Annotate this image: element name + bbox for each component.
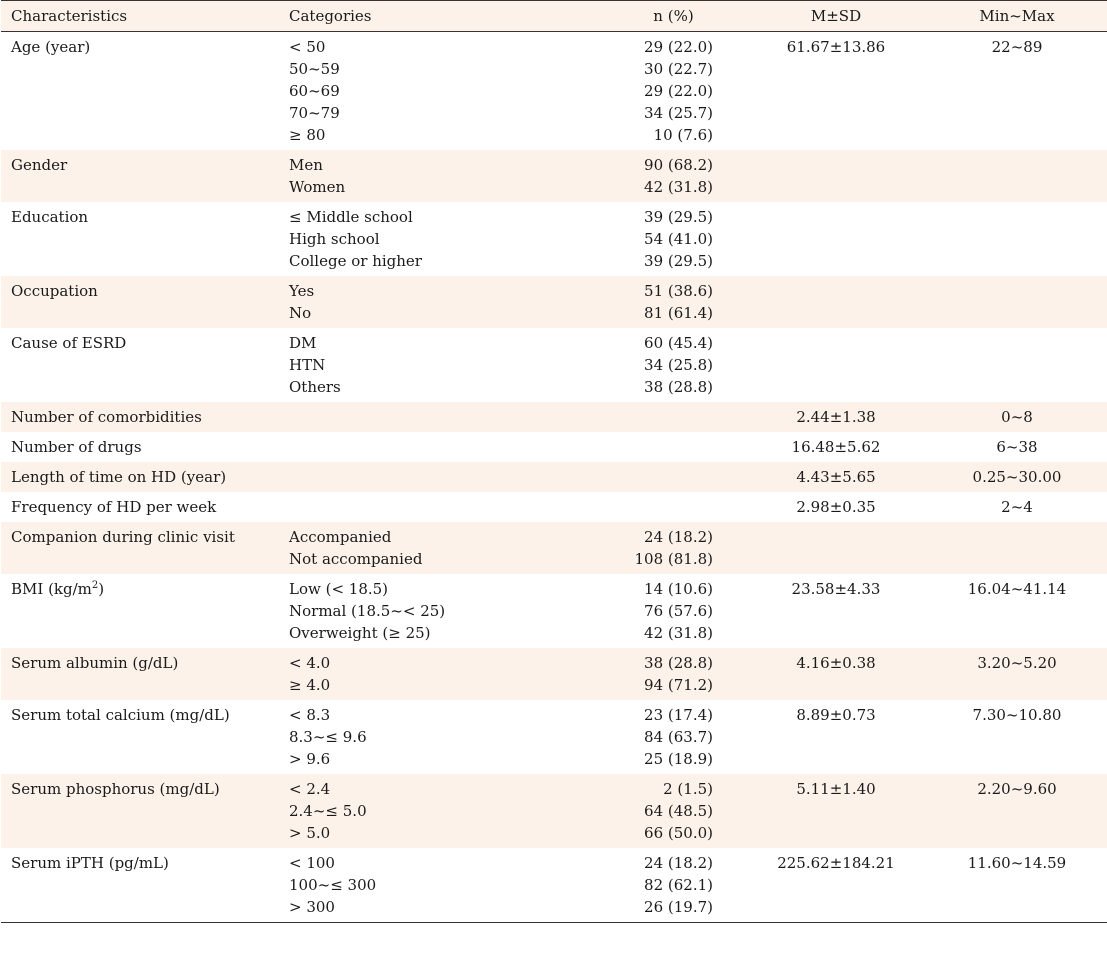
mean-sd-cell: 8.89±0.73 (796, 706, 876, 724)
table-row (1, 774, 1107, 848)
category-item: < 50 (289, 38, 326, 56)
categories-cell (279, 402, 502, 432)
category-item: Overweight (≥ 25) (289, 624, 431, 642)
n-percent-value: 10 (7.6) (653, 126, 713, 144)
min-max-cell: 22~89 (991, 38, 1043, 56)
n-percent-value: 64 (48.5) (644, 802, 713, 820)
characteristic-label: Number of comorbidities (11, 408, 202, 426)
n-percent-value: 14 (10.6) (644, 580, 713, 598)
min-max-cell: 7.30~10.80 (972, 706, 1062, 724)
min-max-cell: 0~8 (1001, 408, 1033, 426)
category-item: > 9.6 (289, 750, 331, 768)
characteristic-label: Companion during clinic visit (11, 528, 235, 546)
n-percent-value: 34 (25.8) (644, 356, 713, 374)
min-max-cell: 2~4 (1001, 498, 1033, 516)
characteristic-label: Length of time on HD (year) (11, 468, 227, 486)
category-item: 8.3~≤ 9.6 (289, 728, 367, 746)
categories-cell (279, 32, 502, 151)
n-percent-value: 42 (31.8) (644, 624, 713, 642)
category-item: Normal (18.5~< 25) (289, 602, 446, 620)
characteristic-cell (1, 462, 279, 492)
category-item: 2.4~≤ 5.0 (289, 802, 367, 820)
n-percent-cell (502, 432, 745, 462)
table-row (1, 32, 1107, 151)
categories-cell (279, 700, 502, 774)
mean-sd-cell (745, 150, 927, 202)
table-row (1, 700, 1107, 774)
n-percent-value: 108 (81.8) (634, 550, 713, 568)
category-item: Not accompanied (289, 550, 423, 568)
characteristic-cell (1, 774, 279, 848)
table-row (1, 848, 1107, 923)
n-percent-cell (502, 648, 745, 700)
n-percent-value: 90 (68.2) (644, 156, 713, 174)
characteristic-cell (1, 32, 279, 151)
table-header-row (1, 1, 1107, 32)
characteristic-cell (1, 432, 279, 462)
categories-cell (279, 774, 502, 848)
characteristic-label: Gender (11, 156, 68, 174)
n-percent-value: 24 (18.2) (644, 854, 713, 872)
characteristic-cell (1, 202, 279, 276)
mean-sd-cell: 4.16±0.38 (796, 654, 876, 672)
n-percent-value: 76 (57.6) (644, 602, 713, 620)
n-percent-cell (502, 522, 745, 574)
n-percent-value: 82 (62.1) (644, 876, 713, 894)
table-body (1, 32, 1107, 923)
label-suffix: ) (98, 580, 105, 598)
characteristic-label: Frequency of HD per week (11, 498, 217, 516)
n-percent-value: 81 (61.4) (644, 304, 713, 322)
n-percent-value: 51 (38.6) (644, 282, 713, 300)
category-item: Others (289, 378, 341, 396)
characteristic-label: Serum total calcium (mg/dL) (11, 706, 230, 724)
characteristic-label: Education (11, 208, 89, 226)
category-item: DM (289, 334, 317, 352)
table-row (1, 202, 1107, 276)
n-percent-cell (502, 774, 745, 848)
characteristic-label: Number of drugs (11, 438, 142, 456)
n-percent-cell (502, 492, 745, 522)
n-percent-value: 94 (71.2) (644, 676, 713, 694)
mean-sd-cell: 4.43±5.65 (796, 468, 876, 486)
category-item: Women (289, 178, 346, 196)
categories-cell (279, 492, 502, 522)
characteristic-label: Serum phosphorus (mg/dL) (11, 780, 220, 798)
n-percent-cell (502, 202, 745, 276)
categories-cell (279, 432, 502, 462)
min-max-cell (927, 276, 1107, 328)
n-percent-cell (502, 328, 745, 402)
category-item: 70~79 (289, 104, 340, 122)
categories-cell (279, 462, 502, 492)
n-percent-cell (502, 32, 745, 151)
category-item: 100~≤ 300 (289, 876, 377, 894)
characteristic-cell (1, 276, 279, 328)
n-percent-cell (502, 402, 745, 432)
n-percent-cell (502, 150, 745, 202)
category-item: Yes (289, 282, 315, 300)
n-percent-value: 26 (19.7) (644, 898, 713, 916)
n-percent-cell (502, 574, 745, 648)
min-max-cell (927, 150, 1107, 202)
characteristic-cell (1, 522, 279, 574)
n-percent-cell (502, 700, 745, 774)
characteristic-cell (1, 574, 279, 648)
header-categories: Categories (279, 1, 502, 32)
mean-sd-cell: 2.44±1.38 (796, 408, 876, 426)
table-row (1, 492, 1107, 522)
header-mean-sd: M±SD (745, 1, 927, 32)
category-item: < 100 (289, 854, 335, 872)
n-percent-cell (502, 462, 745, 492)
n-percent-value: 60 (45.4) (644, 334, 713, 352)
table-row (1, 402, 1107, 432)
min-max-cell: 0.25~30.00 (972, 468, 1062, 486)
n-percent-value: 84 (63.7) (644, 728, 713, 746)
characteristic-label: Cause of ESRD (11, 334, 127, 352)
table-row (1, 328, 1107, 402)
category-item: No (289, 304, 312, 322)
categories-cell (279, 574, 502, 648)
table-row (1, 648, 1107, 700)
characteristic-cell (1, 492, 279, 522)
header-n-percent: n (%) (502, 1, 745, 32)
header-min-max: Min~Max (927, 1, 1107, 32)
characteristic-cell (1, 328, 279, 402)
characteristic-cell (1, 150, 279, 202)
category-item: Men (289, 156, 323, 174)
n-percent-value: 34 (25.7) (644, 104, 713, 122)
label-superscript: 2 (91, 580, 99, 591)
n-percent-value: 38 (28.8) (644, 378, 713, 396)
table-row (1, 276, 1107, 328)
n-percent-value: 23 (17.4) (644, 706, 713, 724)
category-item: < 4.0 (289, 654, 331, 672)
characteristic-cell (1, 848, 279, 923)
category-item: > 5.0 (289, 824, 331, 842)
categories-cell (279, 202, 502, 276)
category-item: High school (289, 230, 380, 248)
mean-sd-cell: 61.67±13.86 (786, 38, 886, 56)
categories-cell (279, 328, 502, 402)
min-max-cell: 3.20~5.20 (977, 654, 1057, 672)
min-max-cell: 6~38 (996, 438, 1038, 456)
mean-sd-cell: 225.62±184.21 (745, 848, 927, 923)
n-percent-value: 30 (22.7) (644, 60, 713, 78)
categories-cell (279, 648, 502, 700)
mean-sd-cell: 5.11±1.40 (796, 780, 876, 798)
categories-cell (279, 522, 502, 574)
min-max-cell: 16.04~41.14 (967, 580, 1067, 598)
table-row (1, 574, 1107, 648)
table-row (1, 432, 1107, 462)
header-characteristics: Characteristics (1, 1, 279, 32)
categories-cell (279, 150, 502, 202)
n-percent-value: 29 (22.0) (644, 82, 713, 100)
min-max-cell (927, 328, 1107, 402)
n-percent-value: 39 (29.5) (644, 252, 713, 270)
categories-cell (279, 276, 502, 328)
category-item: 60~69 (289, 82, 340, 100)
category-item: Accompanied (289, 528, 392, 546)
table-row (1, 462, 1107, 492)
category-item: ≤ Middle school (289, 208, 413, 226)
characteristic-cell (1, 700, 279, 774)
mean-sd-cell: 2.98±0.35 (796, 498, 876, 516)
category-item: HTN (289, 356, 326, 374)
mean-sd-cell (745, 522, 927, 574)
n-percent-value: 66 (50.0) (644, 824, 713, 842)
category-item: Low (< 18.5) (289, 580, 389, 598)
n-percent-value: 29 (22.0) (644, 38, 713, 56)
n-percent-value: 24 (18.2) (644, 528, 713, 546)
min-max-cell: 11.60~14.59 (927, 848, 1107, 923)
characteristic-label: Serum iPTH (pg/mL) (11, 854, 169, 872)
n-percent-value: 54 (41.0) (644, 230, 713, 248)
characteristic-label: Serum albumin (g/dL) (11, 654, 179, 672)
n-percent-cell (502, 848, 745, 923)
n-percent-value: 38 (28.8) (644, 654, 713, 672)
characteristic-label: Occupation (11, 282, 98, 300)
n-percent-value: 42 (31.8) (644, 178, 713, 196)
characteristic-label: Age (year) (11, 38, 91, 56)
characteristic-label: BMI (kg/m (11, 580, 92, 598)
min-max-cell (927, 522, 1107, 574)
category-item: < 8.3 (289, 706, 331, 724)
mean-sd-cell: 23.58±4.33 (791, 580, 881, 598)
table-row (1, 150, 1107, 202)
mean-sd-cell (745, 276, 927, 328)
characteristic-cell (1, 648, 279, 700)
category-item: ≥ 80 (289, 126, 326, 144)
min-max-cell: 2.20~9.60 (977, 780, 1057, 798)
characteristic-cell (1, 402, 279, 432)
category-item: ≥ 4.0 (289, 676, 331, 694)
category-item: College or higher (289, 252, 422, 270)
n-percent-value: 25 (18.9) (644, 750, 713, 768)
category-item: > 300 (289, 898, 335, 916)
n-percent-value: 2 (1.5) (663, 780, 713, 798)
characteristics-table (1, 0, 1107, 923)
category-item: 50~59 (289, 60, 340, 78)
mean-sd-cell (745, 202, 927, 276)
n-percent-value: 39 (29.5) (644, 208, 713, 226)
n-percent-cell (502, 276, 745, 328)
categories-cell (279, 848, 502, 923)
table-row (1, 522, 1107, 574)
mean-sd-cell (745, 328, 927, 402)
mean-sd-cell: 16.48±5.62 (791, 438, 881, 456)
category-item: < 2.4 (289, 780, 331, 798)
min-max-cell (927, 202, 1107, 276)
